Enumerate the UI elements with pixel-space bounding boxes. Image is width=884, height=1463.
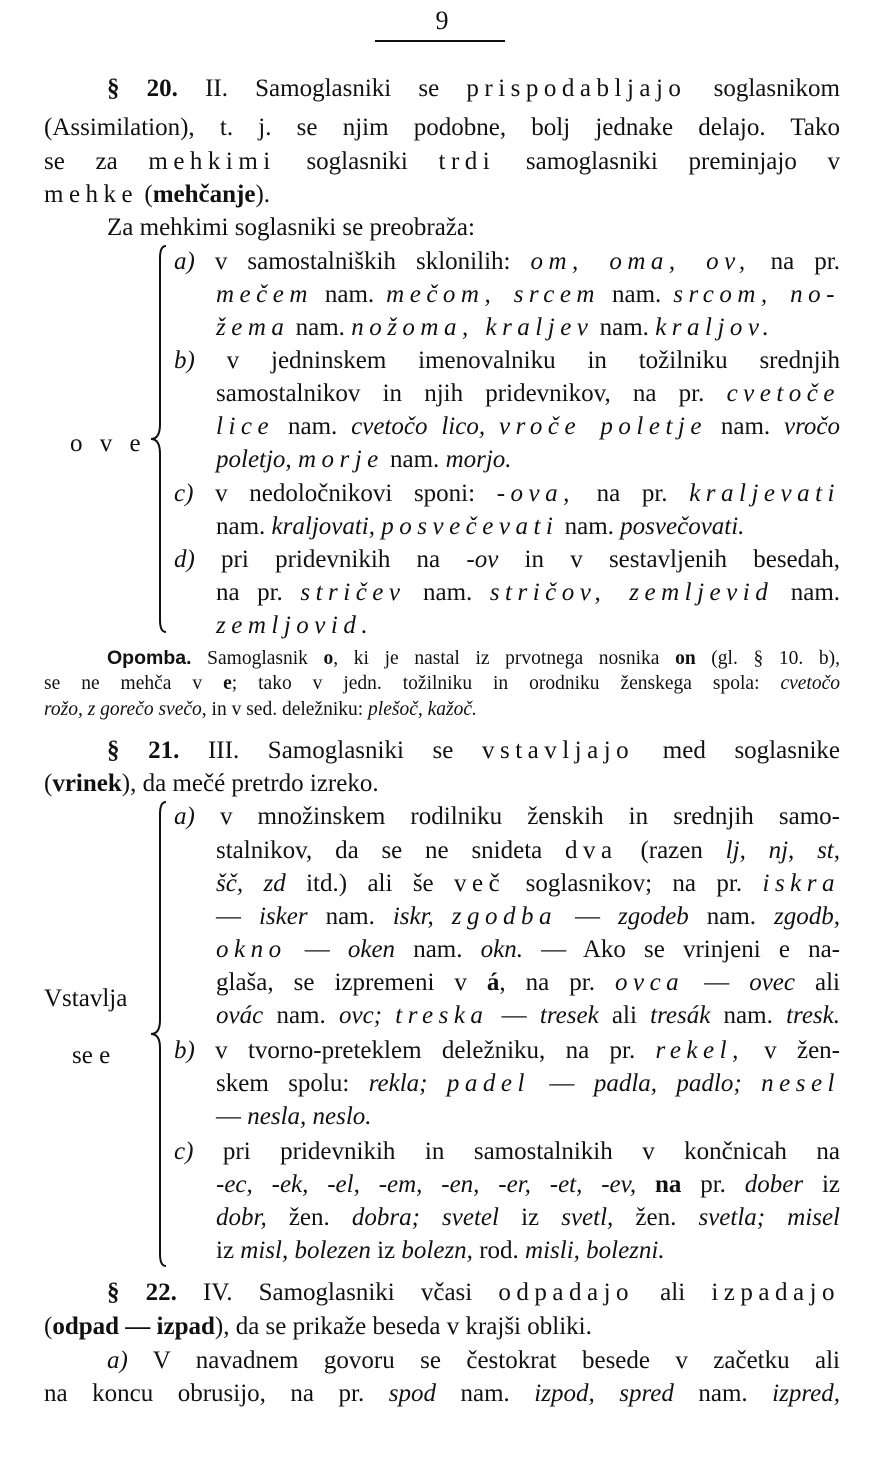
item-21a-line-1: a) v množinskem rodilniku ženskih in srednjih samo- (174, 803, 840, 830)
item-20b-line-4: poletjo, morje nam. morjo. (216, 446, 512, 473)
item-21b-line-3: — nesla, neslo. (216, 1103, 372, 1130)
item-21b-line-2: skem spolu: rekla; padel — padla, padlo; nesel (216, 1070, 840, 1097)
section-22-line-4: na koncu obrusijo, na pr. spod nam. izpod, spred nam. izpred, (44, 1380, 840, 1407)
item-21a-line-2: stalnikov, da se ne snideta dva (razen lj, nj, st, (216, 837, 841, 864)
page-number: 9 (435, 6, 449, 35)
note-line-1: Opomba. Samoglasnik o, ki je nastal iz prvotnega nosnika on (gl. § 10. b), (107, 647, 841, 669)
section-22-line-1: § 22. IV. Samoglasniki včasi odpadajo ali izpadajo (107, 1279, 841, 1306)
item-20c-line-1: c) v nedoločnikovi sponi: -ova, na pr. kraljevati (174, 480, 840, 507)
section-20-line-1: § 20. II. Samoglasniki se prispodabljajo soglasnikom (107, 75, 840, 102)
section-20-line-5: Za mehkimi soglasniki se preobraža: (107, 214, 475, 241)
item-20a-line-2: mečem nam. mečom, srcem nam. srcom, no- (216, 281, 840, 308)
item-21a-line-6: glaša, se izpremeni v á, na pr. ovca — ovec ali (216, 969, 840, 996)
page-number-rule (375, 40, 505, 42)
section-20-number: § 20. (107, 75, 178, 102)
note-title: Opomba. (107, 647, 192, 669)
brace-label-ove: o v e (70, 430, 147, 457)
item-21c-line-4: iz misl, bolezen iz bolezn, rod. misli, bolezni. (216, 1237, 665, 1264)
section-20-line-4: mehke (mehčanje). (44, 181, 271, 208)
brace-label-se-e: se e (72, 1042, 111, 1069)
item-21a-line-4: — isker nam. iskr, zgodba — zgodeb nam. zgodb, (216, 903, 841, 930)
section-22-number: § 22. (107, 1279, 177, 1306)
section-21-line-2: (vrinek), da mečé pretrdo izreko. (44, 770, 379, 797)
item-20d-line-2: na pr. stričev nam. stričov, zemljevid nam. (216, 579, 841, 606)
section-22-line-2: (odpad — izpad), da se prikaže beseda v krajši obliki. (44, 1313, 592, 1340)
item-21a-line-5: okno — oken nam. okn. — Ako se vrinjeni e na- (216, 936, 840, 963)
section-22-line-3: a) V navadnem govoru se čestokrat besede v začetku ali (107, 1347, 840, 1374)
item-20d-line-3: zemljovid. (216, 612, 374, 639)
item-20d-line-1: d) pri pridevnikih na -ov in v sestavljenih besedah, (174, 546, 840, 573)
section-20-line-2: (Assimilation), t. j. se njim podobne, bolj jednake delajo. Tako (44, 114, 840, 141)
section-21-line-1: § 21. III. Samoglasniki se vstavljajo med soglasnike (107, 737, 840, 764)
section-20-line-3: se za mehkimi soglasniki trdi samoglasniki preminjajo v (44, 148, 840, 175)
note-line-3: rožo, z gorečo svečo, in v sed. deležniku: plešoč, kažoč. (44, 699, 477, 720)
brace-label-vstavlja: Vstavlja (44, 985, 128, 1012)
item-21b-line-1: b) v tvorno-preteklem deležniku, na pr. rekel, v žen- (174, 1037, 840, 1064)
left-brace-ove (148, 244, 168, 634)
item-20c-line-2: nam. kraljovati, posvečevati nam. posvečovati. (216, 513, 745, 540)
item-21a-line-7: ovác nam. ovc; treska — tresek ali tresák nam. tresk. (216, 1002, 841, 1029)
item-20b-line-2: samostalnikov in njih pridevnikov, na pr. cvetoče (216, 380, 840, 407)
item-21a-line-3: šč, zd itd.) ali še več soglasnikov; na pr. iskra (216, 870, 840, 897)
left-brace-vstavlja (148, 800, 168, 1268)
item-21c-line-1: c) pri pridevnikih in samostalnikih v končnicah na (174, 1138, 840, 1165)
item-20a-line-3: žema nam. nožoma, kraljev nam. kraljov. (216, 314, 775, 341)
item-20b-line-1: b) v jedninskem imenovalniku in tožilniku srednjih (174, 347, 840, 374)
section-21-number: § 21. (107, 737, 180, 764)
item-20a-line-1: a) v samostalniških sklonilih: om, oma, ov, na pr. (174, 248, 840, 275)
item-21c-line-2: -ec, -ek, -el, -em, -en, -er, -et, -ev, na pr. dober iz (216, 1171, 840, 1198)
item-20b-line-3: lice nam. cvetočo lico, vroče poletje nam. vročo (216, 413, 841, 440)
note-line-2: se ne mehča v e; tako v jedn. tožilniku in orodniku ženskega spola: cvetočo (44, 673, 840, 694)
item-21c-line-3: dobr, žen. dobra; svetel iz svetl, žen. svetla; misel (216, 1204, 841, 1231)
